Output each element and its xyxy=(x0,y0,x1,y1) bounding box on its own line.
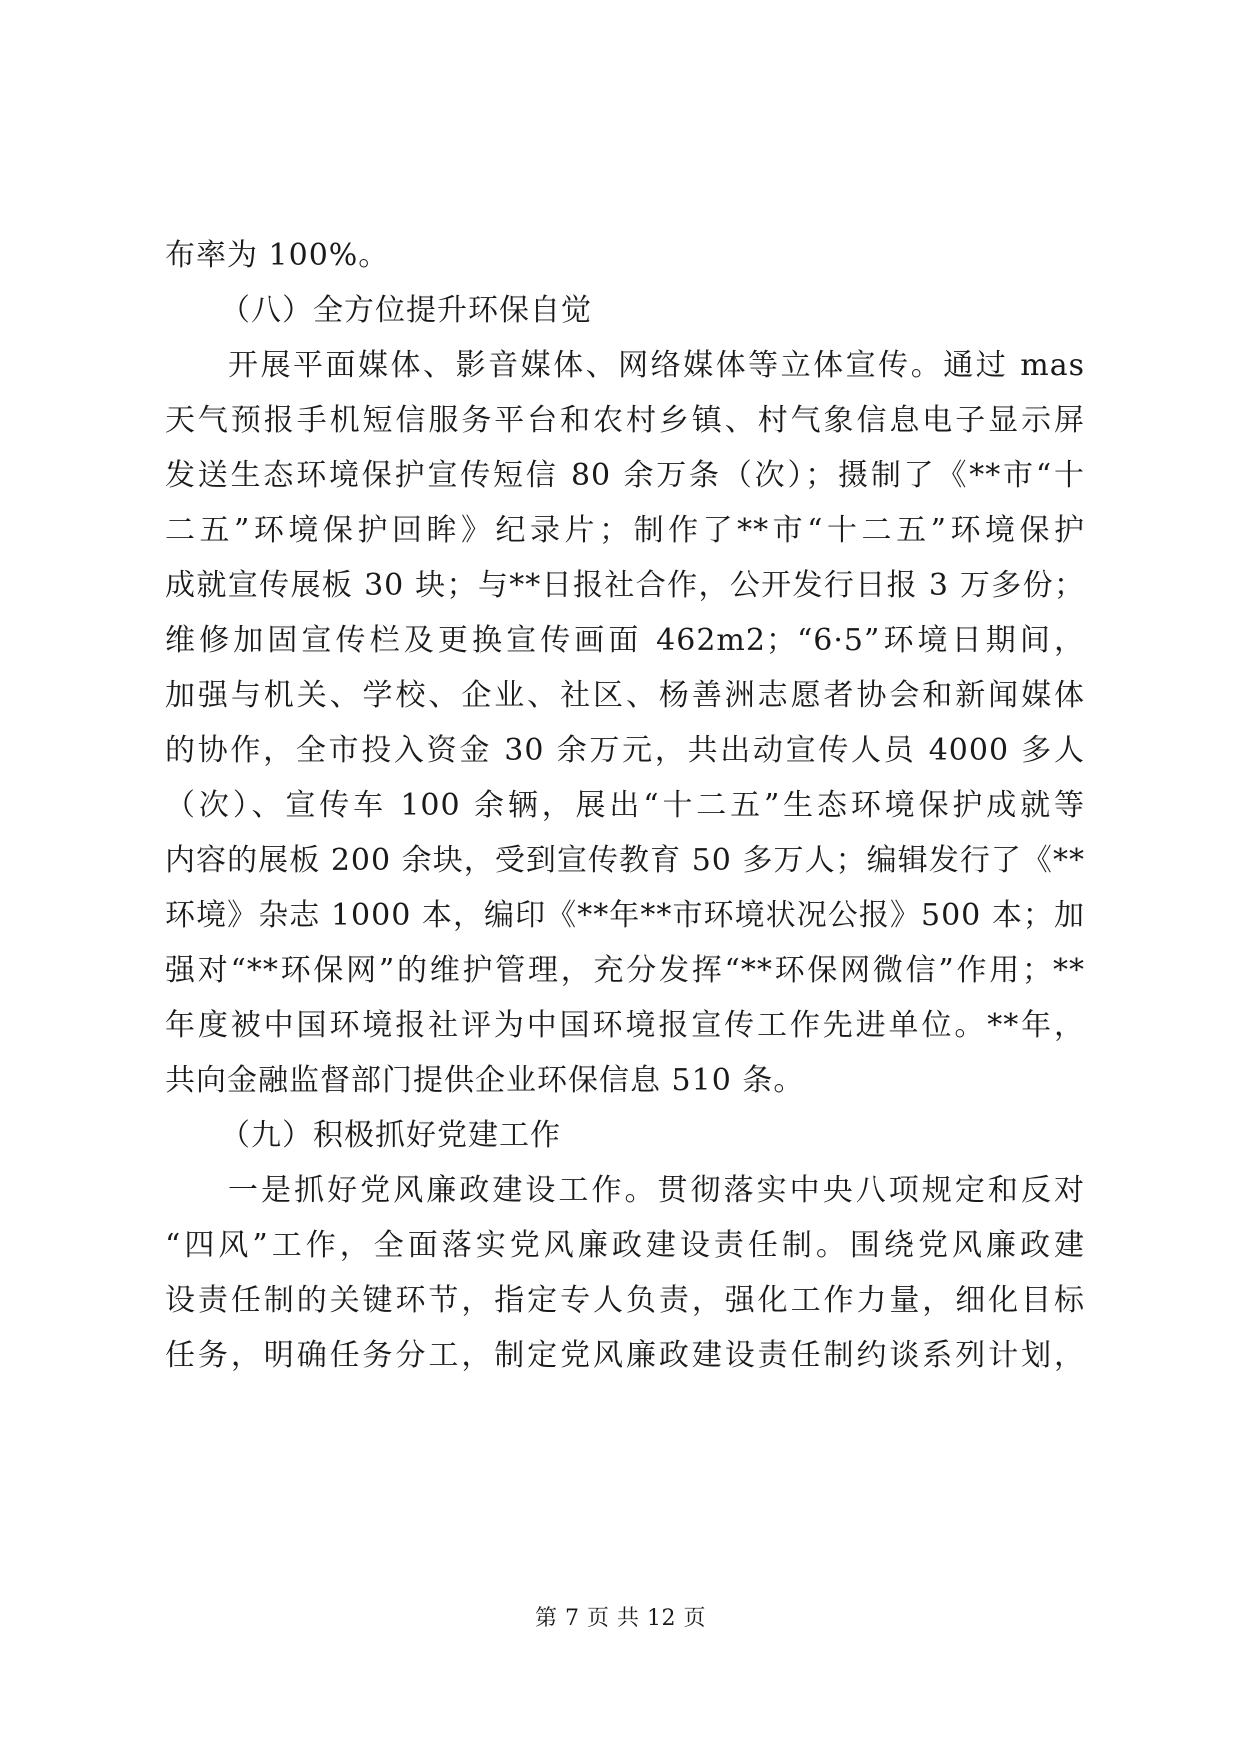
paragraph-line: 成就宣传展板 30 块；与**日报社合作，公开发行日报 3 万多份； xyxy=(165,568,1085,603)
paragraph-line: 共向金融监督部门提供企业环保信息 510 条。 xyxy=(165,1063,805,1098)
page-number-footer: 第 7 页 共 12 页 xyxy=(535,1606,706,1631)
paragraph-line: “四风”工作，全面落实党风廉政建设责任制。围绕党风廉政建 xyxy=(165,1228,1085,1263)
paragraph-line: 强对“**环保网”的维护管理，充分发挥“**环保网微信”作用；** xyxy=(165,953,1085,988)
paragraph-line: 加强与机关、学校、企业、社区、杨善洲志愿者协会和新闻媒体 xyxy=(165,678,1085,713)
paragraph-line: 发送生态环境保护宣传短信 80 余万条（次）；摄制了《**市“十 xyxy=(165,458,1085,493)
section-heading-9: （九）积极抓好党建工作 xyxy=(220,1118,561,1153)
paragraph-line: 维修加固宣传栏及更换宣传画面 462m2；“6·5”环境日期间， xyxy=(165,623,1085,658)
paragraph-line: 内容的展板 200 余块，受到宣传教育 50 多万人；编辑发行了《** xyxy=(165,843,1085,878)
paragraph-line: 年度被中国环境报社评为中国环境报宣传工作先进单位。**年， xyxy=(165,1008,1085,1043)
paragraph-line: 的协作，全市投入资金 30 余万元，共出动宣传人员 4000 多人 xyxy=(165,733,1085,768)
paragraph-line: 开展平面媒体、影音媒体、网络媒体等立体宣传。通过 mas xyxy=(228,348,1085,383)
paragraph-line: 布率为 100%。 xyxy=(165,238,390,273)
paragraph-line: 天气预报手机短信服务平台和农村乡镇、村气象信息电子显示屏 xyxy=(165,403,1085,438)
paragraph-line: 任务，明确任务分工，制定党风廉政建设责任制约谈系列计划， xyxy=(165,1338,1085,1373)
paragraph-line: （次）、宣传车 100 余辆，展出“十二五”生态环境保护成就等 xyxy=(165,788,1085,823)
section-heading-8: （八）全方位提升环保自觉 xyxy=(220,293,592,328)
paragraph-line: 二五”环境保护回眸》纪录片；制作了**市“十二五”环境保护 xyxy=(165,513,1085,548)
paragraph-line: 设责任制的关键环节，指定专人负责，强化工作力量，细化目标 xyxy=(165,1283,1085,1318)
paragraph-line: 环境》杂志 1000 本，编印《**年**市环境状况公报》500 本；加 xyxy=(165,898,1085,933)
paragraph-line: 一是抓好党风廉政建设工作。贯彻落实中央八项规定和反对 xyxy=(228,1173,1085,1208)
